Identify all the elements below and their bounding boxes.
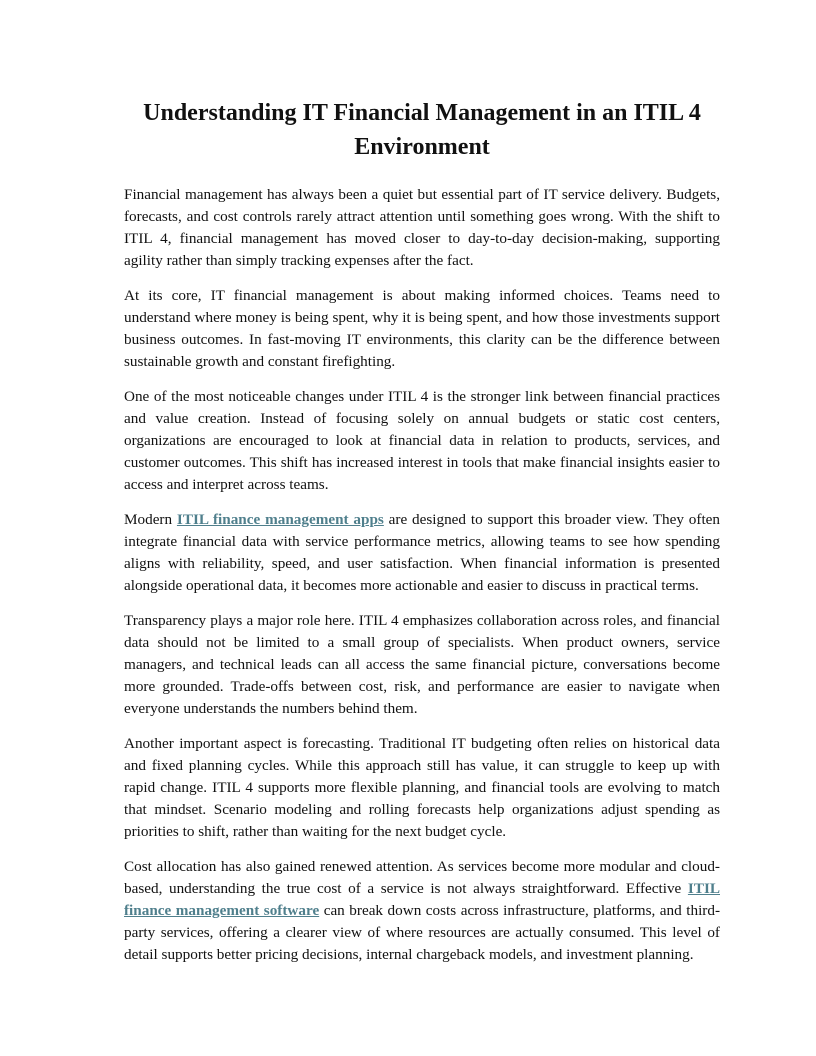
document-title: Understanding IT Financial Management in an ITIL 4 Environment xyxy=(143,100,701,160)
paragraph-2: At its core, IT financial management is about making informed choices. Teams need to understand where money is being spent, why it is being spent, and how those investments support business outcomes. In fast-moving IT environments, this clarity can be the difference between sustainable growth and constant firefighting. xyxy=(124,287,720,370)
paragraph-4 xyxy=(124,509,720,597)
paragraph-7-before: Cost allocation has also gained renewed attention. As services become more modular and cloud-based, understanding the true cost of a service is not always straightforward. Effective xyxy=(124,858,720,897)
paragraph-7 xyxy=(124,856,720,966)
paragraph-5: Transparency plays a major role here. ITIL 4 emphasizes collaboration across roles, and financial data should not be limited to a small group of specialists. When product owners, service managers, and technical leads can all access the same financial picture, conversations become more grounded. Trade-offs between cost, risk, and performance are easier to navigate when everyone understands the numbers behind them. xyxy=(124,612,720,717)
document-page xyxy=(124,96,720,979)
paragraph-3: One of the most noticeable changes under ITIL 4 is the stronger link between financial practices and value creation. Instead of focusing solely on annual budgets or static cost centers, organizations are encouraged to look at financial data in relation to products, services, and customer outcomes. This shift has increased interest in tools that make financial insights easier to access and interpret across teams. xyxy=(124,388,720,493)
itil-finance-software-link[interactable]: ITIL finance management software xyxy=(124,880,720,919)
itil-finance-apps-link[interactable]: ITIL finance management apps xyxy=(176,511,384,528)
paragraph-1: Financial management has always been a quiet but essential part of IT service delivery. Budgets, forecasts, and cost controls rarely attract attention until something goes wrong. With the shift to ITIL 4, financial management has moved closer to day-to-day decision-making, supporting agility rather than simply tracking expenses after the fact. xyxy=(124,186,720,269)
paragraph-6: Another important aspect is forecasting. Traditional IT budgeting often relies on historical data and fixed planning cycles. While this approach still has value, it can struggle to keep up with rapid change. ITIL 4 supports more flexible planning, and financial tools are evolving to match that mindset. Scenario modeling and rolling forecasts help organizations adjust spending as priorities to shift, rather than waiting for the next budget cycle. xyxy=(124,735,720,840)
paragraph-4-before: Modern xyxy=(124,511,177,528)
paragraph-7-after: can break down costs across infrastructure, platforms, and third-party services, offering a clearer view of where resources are actually consumed. This level of detail supports better pricing decisions, internal chargeback models, and investment planning. xyxy=(124,902,720,963)
paragraph-4-after: are designed to support this broader view. They often integrate financial data with service performance metrics, allowing teams to see how spending aligns with reliability, speed, and user satisfaction. When financial information is presented alongside operational data, it becomes more actionable and easier to discuss in practical terms. xyxy=(124,511,720,594)
